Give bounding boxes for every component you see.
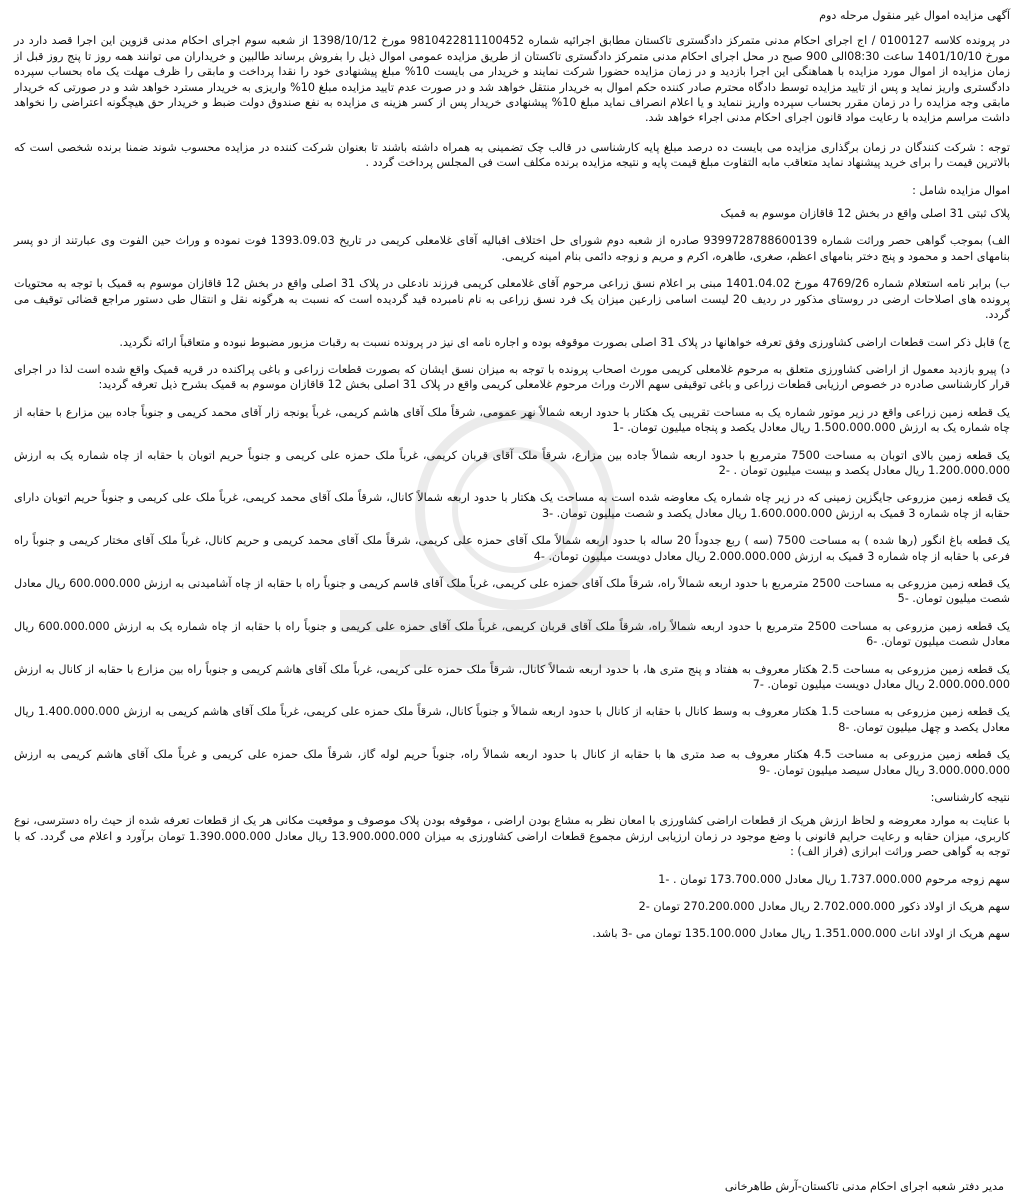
list-item: یک قطعه زمین مزروعی به مساحت 1.5 هکتار معروف به وسط کانال با حقابه از کانال با حدود اربعه شمالاً و جنوباً کانال، شرقاً ملک حمزه علی کریمی، غرباً ملک آقای هاشم کریمی به ارزش 1.400.000.000 ریال معادل یکصد و چهل میلیون تومان. -8 — [14, 705, 1010, 734]
property-label: اموال مزایده شامل : — [912, 183, 1010, 197]
list-item: یک قطعه زمین مزروعی به مساحت 4.5 هکتار معروف به صد متری ها با حقابه از کانال با حدود اربعه شمالاً راه، جنوباً حریم لوله گاز، شرقاً ملک حمزه علی کریمی و غرباً ملک آقای هاشم کریمی به ارزش 3.000.000.000 ریال معادل سیصد میلیون تومان. -9 — [14, 748, 1010, 777]
list-item: یک قطعه زمین مزروعی جایگزین زمینی که در زیر چاه شماره یک معاوضه شده است به مساحت یک هکتار با حدود اربعه شمالاً کانال، شرقاً ملک آقای محمد کریمی، غرباً ملک علی کریمی و جنوباً حریم اتوبان دارای حقابه از چاه شماره 3 قمیک به ارزش 1.600.000.000 ریال معادل یکصد و شصت میلیون تومان. -3 — [14, 491, 1010, 520]
conclusion-label: نتیجه کارشناسی: — [930, 791, 1010, 805]
share-item: سهم هریک از اولاد ذکور 2.702.000.000 ریال معادل 270.200.000 تومان -2 — [638, 900, 1010, 914]
note-paragraph: توجه : شرکت کنندگان در زمان برگذاری مزایده می بایست ده درصد مبلغ پایه کارشناسی در قالب چک تضمینی به همراه داشته باشند تا بعنوان شرکت کننده در مزایده محسوب شوند ضمنا برنده شخصی است که بالاترین قیمت را برای خرید پیشنهاد نماید متعاقب مابه التفاوت مبلغ قیمت پایه و نتیجه مزایده برنده مکلف است فی المجلس پرداخت گردد . — [14, 140, 1010, 170]
property-title: پلاک ثبتی 31 اصلی واقع در بخش 12 قاقازان موسوم به قمیک — [720, 207, 1010, 221]
notice-title: آگهی مزایده اموال غیر منقول مرحله دوم — [819, 9, 1010, 22]
share-item: سهم هریک از اولاد اناث 1.351.000.000 ریال معادل 135.100.000 تومان می -3 باشد. — [592, 927, 1010, 941]
list-item: یک قطعه زمین مزروعی به مساحت 2.5 هکتار معروف به هفتاد و پنج متری ها، با حدود اربعه شمالاً کانال، شرقاً ملک حمزه علی کریمی، غرباً ملک آقای هاشم کریمی و جنوباً راه بین مزارع با حقابه از کانال به ارزش 2.000.000.000 ریال معادل دویست میلیون تومان. -7 — [14, 662, 1010, 691]
share-item: سهم زوجه مرحوم 1.737.000.000 ریال معادل 173.700.000 تومان . -1 — [658, 872, 1010, 886]
intro-paragraph: در پرونده کلاسه 0100127 / اج اجرای احکام مدنی متمرکز دادگستری تاکستان مطابق اجرائیه شماره 9810422811100452 مورخ 1398/10/12 از شعبه سوم اجرای احکام مدنی قزوین این اجرا قصد دارد در مورخ 1401/10/10 ساعت 08:30الی 900 صبح در محل اجرای احکام مدنی متمرکز دادگستری تاکستان از طریق مزایده عمومی اموال ذیل را بفروش برساند طالبین و خریداران می توانند همه روز تا پنج روز قبل از زمان مزایده از اموال مورد مزایده با هماهنگی این اجرا بازدید و در زمان مزایده حضورا شرکت نمایند و خریدار می بایست 10% مبلغ پیشنهادی خود را نقدا پرداخت و مابقی را ظرف مهلت یک ماه بحساب سپرده دادگستری واریز نماید و پس از تایید مزایده توسط دادگاه محترم صادر کننده حکم اموال به خریدار منتقل خواهد شد و در صورت عدم تایید مزایده مبلغ 10% واریزی به خریدار مسترد خواهد شد و در صورتی که خریدار مابقی وجه مزایده را در زمان مقرر بحساب سپرده واریز ننماید و یا اعلام انصراف نماید مبلغ 10% پیشنهادی خریدار پس از کسر هزینه ی مزایده به نفع صندوق دولت ضبط و خریدار حق هیچگونه اعتراضی را نخواهد داشت مراسم مزایده با رعایت مواد قانون اجرای احکام مدنی اجراء خواهد شد. — [14, 34, 1010, 125]
list-item: یک قطعه زمین مزروعی به مساحت 2500 مترمربع با حدود اربعه شمالاً راه، شرقاً ملک آقای حمزه علی کریمی، غرباً ملک آقای قاسم کریمی و جنوباً راه با حقابه از چاه آشامیدنی به ارزش 600.000.000 ریال معادل شصت میلیون تومان. -5 — [14, 576, 1010, 606]
conclusion-paragraph: با عنایت به موارد معروضه و لحاظ ارزش هریک از قطعات اراضی کشاورزی با امعان نظر به مشاع بودن اراضی ، موقوفه بودن پلاک موصوف و موقعیت مکانی هر یک از قطعات تعرفه شده از حیث راه دسترسی، نوع کاربری، میزان حقابه و رعایت حرایم قانونی با وضع موجود در زمان ارزیابی ارزش مجموع قطعات اراضی کشاورزی به میزان 13.900.000.000 ریال معادل 1.390.000.000 تومان برآورد و اعلام می گردد. که با توجه به گواهی حصر وراثت ابرازی (فراز الف) : — [14, 814, 1010, 859]
list-item: یک قطعه زمین زراعی واقع در زیر موتور شماره یک به مساحت تقریبی یک هکتار با حدود اربعه شمالاً نهر عمومی، شرقاً ملک آقای هاشم کریمی، غرباً یونجه زار آقای محمد کریمی و جنوباً جاده بین مزارع با حقابه از چاه شماره یک به ارزش 1.500.000.000 ریال معادل یکصد و پنجاه میلیون تومان. -1 — [14, 405, 1010, 435]
paragraph-dal: د) پیرو بازدید معمول از اراضی کشاورزی متعلق به مرحوم غلامعلی کریمی مورث اصحاب پرونده با توجه به میزان نسق ایشان که بصورت قطعات زراعی و باغی پراکنده در قریه قمیک واقع شده است لذا در اجرای قرار کارشناسی صادره در خصوص ارزیابی قطعات زراعی و باغی توقیفی سهم الارث وراث مرحوم غلامعلی کریمی واقع در پلاک 31 اصلی بخش 12 قاقازان موسوم به قمیک بشرح ذیل تعرفه گردید: — [14, 362, 1010, 392]
signature-line: مدیر دفتر شعبه اجرای احکام مدنی تاکستان-آرش طاهرخانی — [724, 1179, 1004, 1193]
paragraph-alef: الف) بموجب گواهی حصر وراثت شماره 9399728788600139 صادره از شعبه دوم شورای حل اختلاف اقبالیه آقای غلامعلی کریمی در تاریخ 1393.09.03 فوت نموده و وراث حین الفوت وی عبارتند از دو پسر بنامهای احمد و محمود و پنج دختر بنامهای اعظم، صغری، طاهره، اکرم و مریم و زوجه دائمی بنام امینه کریمی. — [14, 234, 1011, 263]
paragraph-jim: ج) قابل ذکر است قطعات اراضی کشاورزی وفق تعرفه خواهانها در پلاک 31 اصلی بصورت موقوفه بوده و اجاره نامه ای نیز در پرونده نسبت به رقبات مزبور مضبوط نبوده و متعاقباً ارائه نگردید. — [119, 335, 1010, 349]
list-item: یک قطعه باغ انگور (رها شده ) به مساحت 7500 (سه ) ربع جدوداً 20 ساله با حدود اربعه شمالاً ملک آقای حمزه علی کریمی، شرقاً ملک آقای محمد کریمی و حریم کانال، غرباً ملک آقای مختار کریمی و جنوباً راه فرعی با حقابه از چاه شماره 3 قمیک به ارزش 2.000.000.000 ریال معادل دویست میلیون تومان. -4 — [14, 534, 1011, 563]
paragraph-be: ب) برابر نامه استعلام شماره 4769/26 مورخ 1401.04.02 مبنی بر اعلام نسق زراعی مرحوم آقای غلامعلی کریمی فرزند نادعلی در پلاک 31 اصلی واقع در بخش 12 قاقازان موسوم به قمیک با توجه به محتویات پرونده های اصلاحات ارضی در روستای مذکور در ردیف 20 لیست اسامی زارعین میزان یک فرد نسق زراعی به نام نامبرده قید گردیده است که نسبت به هرگونه نقل و انتقال طی دستور مراجع قضائی توقیف می گردد. — [14, 277, 1010, 322]
list-item: یک قطعه زمین مزروعی به مساحت 2500 مترمربع با حدود اربعه شمالاً راه، شرقاً ملک آقای قربان کریمی، غرباً ملک آقای حمزه علی کریمی و جنوباً راه با حقابه از چاه شماره یک به ارزش 600.000.000 ریال معادل شصت میلیون تومان. -6 — [14, 619, 1010, 649]
list-item: یک قطعه زمین بالای اتوبان به مساحت 7500 مترمربع با حدود اربعه شمالاً جاده بین مزارع، شرقاً ملک آقای قربان کریمی، غرباً ملک حمزه علی کریمی و جنوباً حریم اتوبان با حقابه از چاه شماره یک به ارزش 1.200.000.000 ریال معادل یکصد و بیست میلیون تومان . -2 — [14, 448, 1010, 477]
